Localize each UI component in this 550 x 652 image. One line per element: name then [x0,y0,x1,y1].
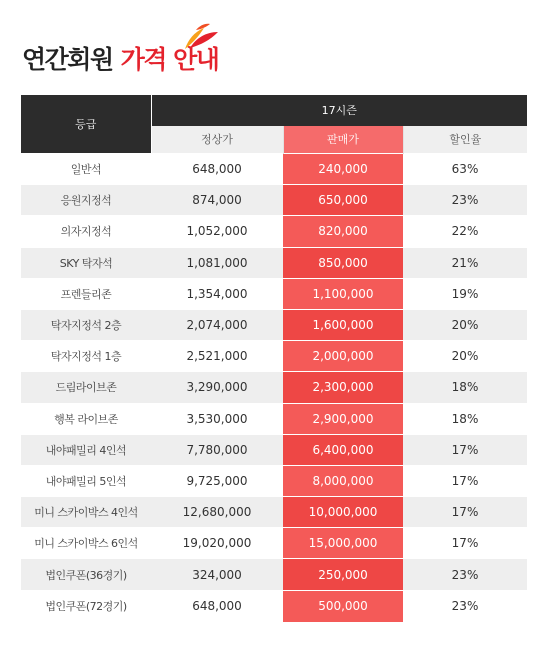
sale-price-cell: 2,900,000 [283,403,403,434]
grade-header: 등급 [21,95,151,154]
price-table [21,95,527,622]
regular-price-cell: 7,780,000 [151,434,283,465]
title-accent: 가격 안내 [120,45,219,74]
table-row [21,403,527,434]
discount-cell: 20% [403,309,527,340]
regular-price-cell: 324,000 [151,559,283,590]
sale-price-cell: 1,600,000 [283,309,403,340]
table-row [21,154,527,185]
table-row [21,185,527,216]
discount-cell: 18% [403,372,527,403]
grade-cell: 의자지정석 [21,216,151,247]
grade-cell: 행복 라이브존 [21,403,151,434]
discount-cell: 20% [403,341,527,372]
grade-cell: 내야패밀리 5인석 [21,465,151,496]
discount-cell: 23% [403,185,527,216]
regular-price-cell: 19,020,000 [151,528,283,559]
discount-cell: 17% [403,497,527,528]
sale-price-cell: 820,000 [283,216,403,247]
regular-price-cell: 874,000 [151,185,283,216]
discount-header: 할인율 [403,126,527,154]
regular-price-cell: 12,680,000 [151,497,283,528]
sale-price-cell: 250,000 [283,559,403,590]
grade-cell: 법인쿠폰(36경기) [21,559,151,590]
sale-price-cell: 240,000 [283,154,403,185]
table-row [21,559,527,590]
table-row [21,247,527,278]
table-row [21,278,527,309]
regular-price-cell: 1,052,000 [151,216,283,247]
regular-price-cell: 3,290,000 [151,372,283,403]
sale-price-cell: 6,400,000 [283,434,403,465]
sale-price-header: 판매가 [283,126,403,154]
discount-cell: 63% [403,154,527,185]
regular-price-cell: 2,074,000 [151,309,283,340]
discount-cell: 17% [403,434,527,465]
discount-cell: 21% [403,247,527,278]
price-table-body [21,154,527,622]
discount-cell: 18% [403,403,527,434]
grade-cell: 응원지정석 [21,185,151,216]
sale-price-cell: 8,000,000 [283,465,403,496]
table-row [21,309,527,340]
table-row [21,216,527,247]
grade-cell: 미니 스카이박스 6인석 [21,528,151,559]
sale-price-cell: 10,000,000 [283,497,403,528]
regular-price-cell: 3,530,000 [151,403,283,434]
discount-cell: 19% [403,278,527,309]
discount-cell: 23% [403,559,527,590]
table-row [21,341,527,372]
discount-cell: 22% [403,216,527,247]
butterfly-logo-icon [182,22,220,52]
table-row [21,434,527,465]
table-row [21,497,527,528]
grade-cell: 내야패밀리 4인석 [21,434,151,465]
grade-cell: 미니 스카이박스 4인석 [21,497,151,528]
grade-cell: 탁자지정석 2층 [21,309,151,340]
regular-price-cell: 648,000 [151,590,283,621]
grade-cell: SKY 탁자석 [21,247,151,278]
table-row [21,372,527,403]
regular-price-cell: 648,000 [151,154,283,185]
table-row [21,465,527,496]
grade-cell: 프렌들리존 [21,278,151,309]
sale-price-cell: 500,000 [283,590,403,621]
table-row [21,528,527,559]
regular-price-cell: 9,725,000 [151,465,283,496]
discount-cell: 23% [403,590,527,621]
title-main: 연간회원 [22,45,113,74]
regular-price-cell: 1,354,000 [151,278,283,309]
sale-price-cell: 15,000,000 [283,528,403,559]
table-row [21,590,527,621]
grade-cell: 탁자지정석 1층 [21,341,151,372]
discount-cell: 17% [403,528,527,559]
regular-price-cell: 1,081,000 [151,247,283,278]
sale-price-cell: 1,100,000 [283,278,403,309]
sale-price-cell: 850,000 [283,247,403,278]
sale-price-cell: 650,000 [283,185,403,216]
discount-cell: 17% [403,465,527,496]
regular-price-header: 정상가 [151,126,283,154]
sale-price-cell: 2,300,000 [283,372,403,403]
grade-cell: 일반석 [21,154,151,185]
grade-cell: 법인쿠폰(72경기) [21,590,151,621]
sale-price-cell: 2,000,000 [283,341,403,372]
regular-price-cell: 2,521,000 [151,341,283,372]
grade-cell: 드림라이브존 [21,372,151,403]
season-header: 17시즌 [151,95,527,126]
